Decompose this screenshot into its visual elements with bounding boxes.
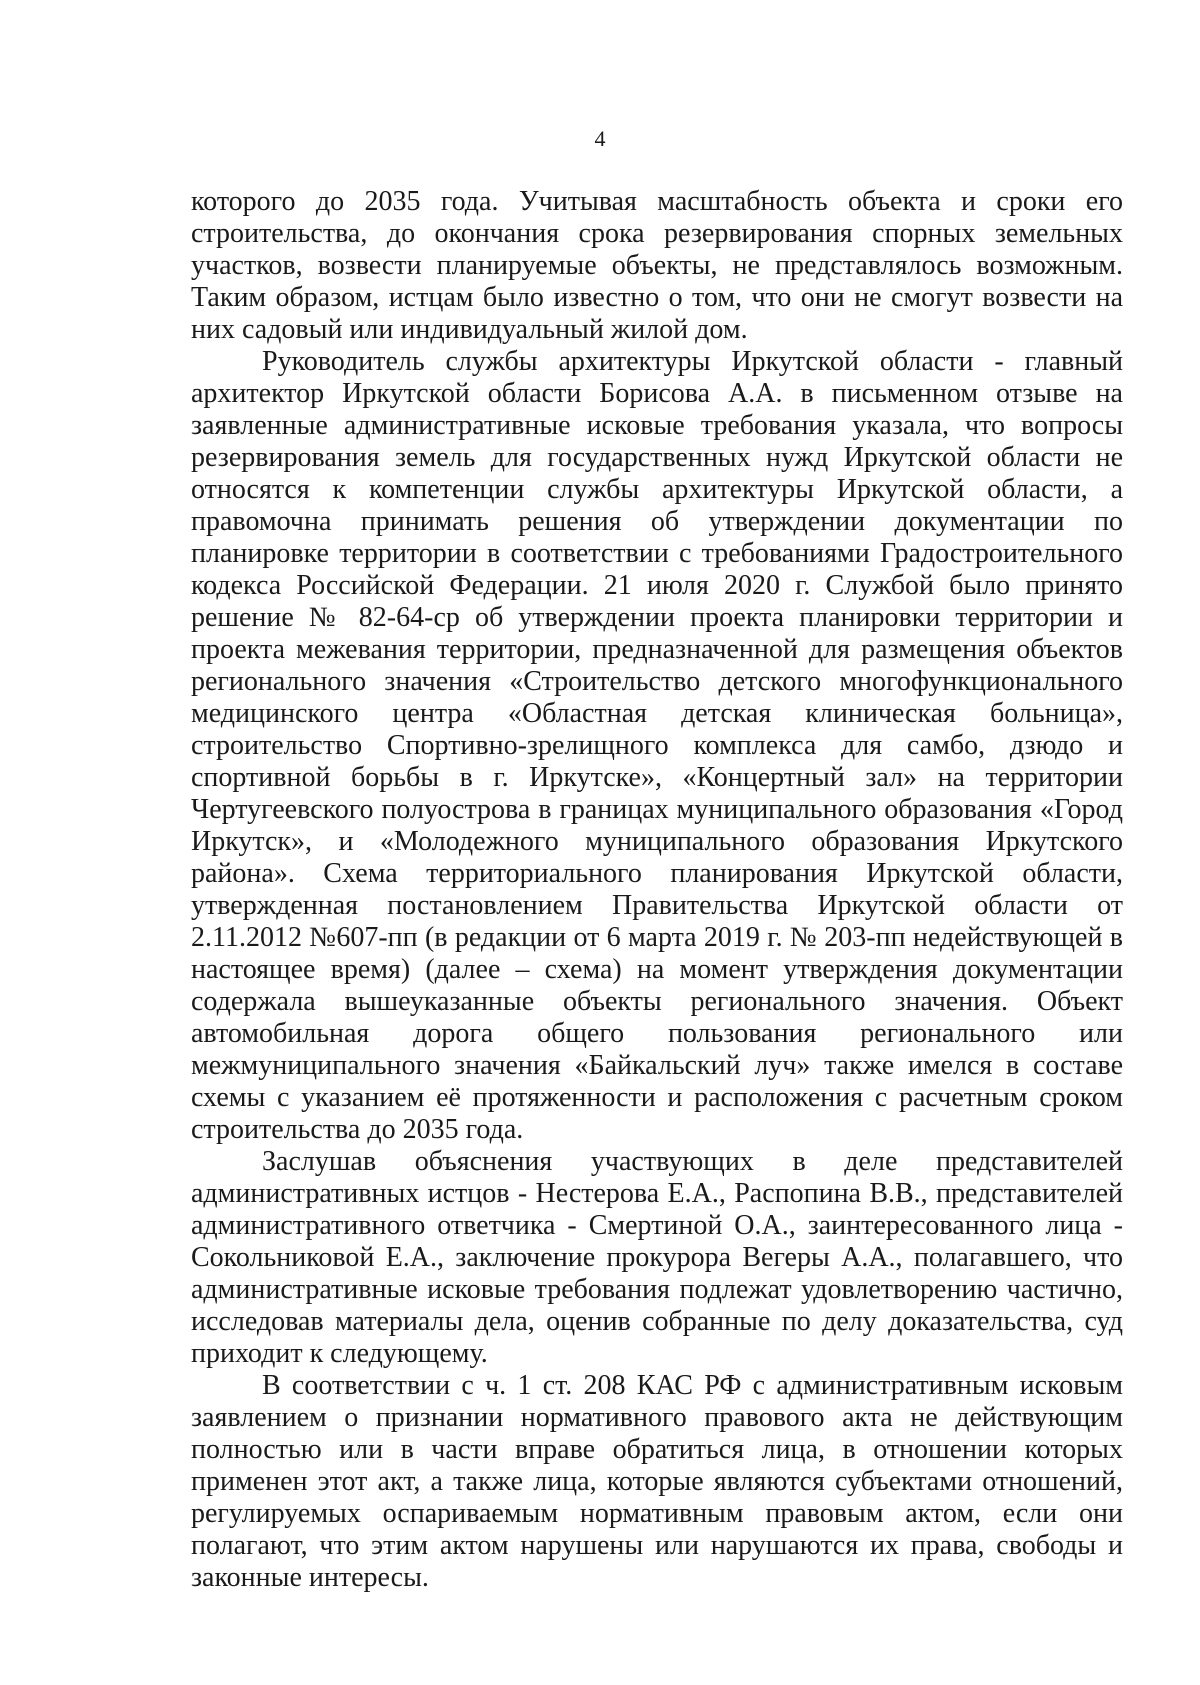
page-number: 4	[594, 126, 606, 151]
paragraph-legal-basis: В соответствии с ч. 1 ст. 208 КАС РФ с административным исковым заявлением о признании нормативного правового акта не действующим полностью или в части вправе обратиться лица, в отношении которых применен этот акт, а также лица, которые являются субъектами отношений, регулируемых оспариваемым нормативным правовым актом, если они полагают, что этим актом нарушены или нарушаются их права, свободы и законные интересы.	[191, 1370, 1123, 1593]
document-body	[191, 186, 1123, 1594]
paragraph-continuation: которого до 2035 года. Учитывая масштабность объекта и сроки его строительства, до окончания срока резервирования спорных земельных участков, возвести планируемые объекты, не представлялось возможным. Таким образом, истцам было известно о том, что они не смогут возвести на них садовый или индивидуальный жилой дом.	[191, 186, 1123, 345]
paragraph-architecture-service-opinion: Руководитель службы архитектуры Иркутской области - главный архитектор Иркутской области Борисова А.А. в письменном отзыве на заявленные административные исковые требования указала, что вопросы резервирования земель для государственных нужд Иркутской области не относятся к компетенции службы архитектуры Иркутской области, а правомочна принимать решения об утверждении документации по планировке территории в соответствии с требованиями Градостроительного кодекса Российской Федерации. 21 июля 2020 г. Службой было принято решение № 82-64-ср об утверждении проекта планировки территории и проекта межевания территории, предназначенной для размещения объектов регионального значения «Строительство детского многофункционального медицинского центра «Областная детская клиническая больница», строительство Спортивно-зрелищного комплекса для самбо, дзюдо и спортивной борьбы в г. Иркутске», «Концертный зал» на территории Чертугеевского полуострова в границах муниципального образования «Город Иркутск», и «Молодежного муниципального образования Иркутского района». Схема территориального планирования Иркутской области, утвержденная постановлением Правительства Иркутской области от 2.11.2012 №607-пп (в редакции от 6 марта 2019 г. № 203-пп недействующей в настоящее время) (далее – схема) на момент утверждения документации содержала вышеуказанные объекты регионального значения. Объект автомобильная дорога общего пользования регионального или межмуниципального значения «Байкальский луч» также имелся в составе схемы с указанием её протяженности и расположения с расчетным сроком строительства до 2035 года.	[191, 346, 1123, 1145]
paragraph-hearing-explanations: Заслушав объяснения участвующих в деле представителей административных истцов - Нестерова Е.А., Распопина В.В., представителей административного ответчика - Смертиной О.А., заинтересованного лица - Сокольниковой Е.А., заключение прокурора Вегеры А.А., полагавшего, что административные исковые требования подлежат удовлетворению частично, исследовав материалы дела, оценив собранные по делу доказательства, суд приходит к следующему.	[191, 1146, 1123, 1369]
